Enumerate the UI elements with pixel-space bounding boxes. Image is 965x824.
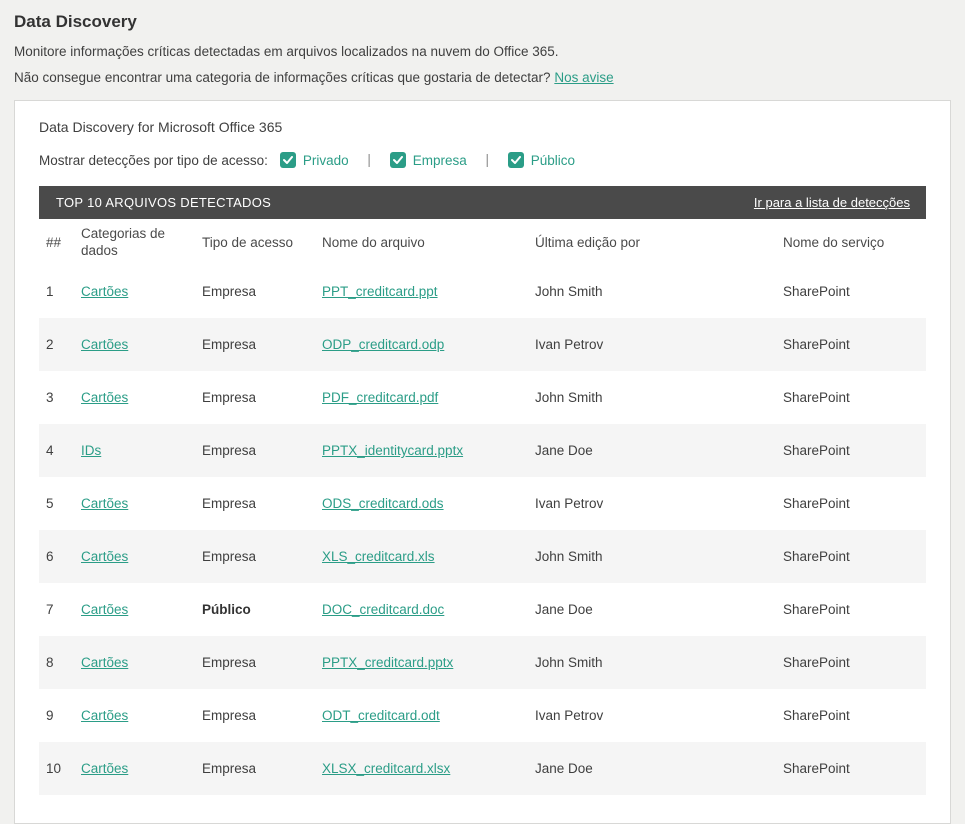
- access-type-value: Empresa: [202, 636, 322, 689]
- column-header-number: ##: [46, 234, 62, 250]
- access-type-value: Empresa: [202, 708, 257, 723]
- row-number: 5: [46, 496, 54, 511]
- edited-by-value: Jane Doe: [535, 742, 783, 795]
- column-header-file-name: Nome do arquivo: [322, 234, 425, 250]
- file-name-link[interactable]: PPTX_identitycard.pptx: [322, 443, 464, 458]
- edited-by-value: Ivan Petrov: [535, 496, 604, 511]
- access-filter-row: [39, 150, 926, 170]
- cta-question: Não consegue encontrar uma categoria de informações críticas que gostaria de detectar?: [14, 70, 551, 85]
- table-row: [39, 636, 926, 689]
- filter-option-label: Público: [530, 152, 576, 168]
- access-type-value: Empresa: [202, 742, 322, 795]
- file-name-link[interactable]: ODP_creditcard.odp: [322, 337, 445, 352]
- service-name-value: SharePoint: [783, 424, 926, 477]
- row-number: 1: [46, 284, 54, 299]
- service-name-value: SharePoint: [783, 636, 926, 689]
- table-row: [39, 371, 926, 424]
- file-name-link[interactable]: PPTX_creditcard.pptx: [322, 655, 454, 670]
- access-filter-checkbox[interactable]: [390, 152, 467, 168]
- panel-title: Data Discovery for Microsoft Office 365: [39, 119, 283, 135]
- service-name-value: SharePoint: [783, 530, 926, 583]
- access-type-value: Empresa: [202, 424, 322, 477]
- service-name-value: SharePoint: [783, 496, 850, 511]
- service-name-value: SharePoint: [783, 708, 850, 723]
- go-to-detections-link[interactable]: Ir para a lista de detecções: [753, 195, 910, 210]
- checkbox-checked-icon[interactable]: [390, 152, 406, 168]
- column-header-row: [39, 219, 926, 265]
- service-name-value: SharePoint: [783, 390, 850, 405]
- column-header-service-name: Nome do serviço: [783, 234, 885, 250]
- checkbox-checked-icon[interactable]: [508, 152, 524, 168]
- category-link[interactable]: Cartões: [81, 496, 129, 511]
- row-number: 2: [39, 318, 81, 371]
- table-header-bar: [39, 186, 926, 219]
- filter-separator: |: [367, 152, 371, 167]
- category-link[interactable]: Cartões: [81, 708, 129, 723]
- checkbox-checked-icon[interactable]: [280, 152, 296, 168]
- category-link[interactable]: Cartões: [81, 337, 129, 352]
- edited-by-value: Jane Doe: [535, 602, 593, 617]
- edited-by-value: John Smith: [535, 530, 783, 583]
- service-name-value: SharePoint: [783, 284, 850, 299]
- column-header-access-type: Tipo de acesso: [202, 234, 294, 250]
- access-type-value: Empresa: [202, 390, 257, 405]
- edited-by-value: John Smith: [535, 390, 603, 405]
- table-row: [39, 583, 926, 636]
- edited-by-value: Ivan Petrov: [535, 318, 783, 371]
- page-title: Data Discovery: [14, 12, 137, 31]
- file-name-link[interactable]: ODT_creditcard.odt: [322, 708, 440, 723]
- category-link[interactable]: Cartões: [81, 655, 129, 670]
- access-type-value: Empresa: [202, 496, 257, 511]
- detections-table: [39, 219, 926, 795]
- access-filters: [280, 152, 575, 168]
- row-number: 6: [39, 530, 81, 583]
- file-name-link[interactable]: XLS_creditcard.xls: [322, 549, 435, 564]
- row-number: 9: [46, 708, 54, 723]
- service-name-value: SharePoint: [783, 602, 850, 617]
- table-row: [39, 477, 926, 530]
- table-title: TOP 10 ARQUIVOS DETECTADOS: [56, 195, 272, 210]
- access-type-value: Empresa: [202, 530, 322, 583]
- file-name-link[interactable]: PPT_creditcard.ppt: [322, 284, 438, 299]
- notify-us-link[interactable]: Nos avise: [554, 70, 614, 85]
- table-row: [39, 265, 926, 318]
- access-type-value: Público: [202, 602, 251, 617]
- filter-separator: |: [485, 152, 490, 167]
- table-row: [39, 689, 926, 742]
- file-name-link[interactable]: PDF_creditcard.pdf: [322, 390, 439, 405]
- filter-option-label: Privado: [302, 152, 349, 168]
- table-row: [39, 318, 926, 371]
- file-name-link[interactable]: XLSX_creditcard.xlsx: [322, 761, 451, 776]
- column-header-last-edited-by: Última edição por: [535, 234, 641, 250]
- access-type-value: Empresa: [202, 318, 322, 371]
- category-link[interactable]: Cartões: [81, 390, 129, 405]
- category-link[interactable]: Cartões: [81, 284, 129, 299]
- row-number: 3: [46, 390, 54, 405]
- category-link[interactable]: Cartões: [81, 549, 129, 564]
- row-number: 8: [39, 636, 81, 689]
- edited-by-value: Jane Doe: [535, 424, 783, 477]
- column-header-categories: Categorias de dados: [81, 226, 166, 258]
- category-link[interactable]: Cartões: [81, 761, 129, 776]
- page-description: Monitore informações críticas detectadas em arquivos localizados na nuvem do Office 365.: [14, 44, 559, 59]
- cta-line: [14, 69, 951, 87]
- edited-by-value: Ivan Petrov: [535, 708, 604, 723]
- access-filter-checkbox[interactable]: [508, 152, 575, 168]
- row-number: 4: [39, 424, 81, 477]
- category-link[interactable]: IDs: [81, 443, 102, 458]
- file-name-link[interactable]: ODS_creditcard.ods: [322, 496, 444, 511]
- file-name-link[interactable]: DOC_creditcard.doc: [322, 602, 445, 617]
- access-filter-checkbox[interactable]: [280, 152, 349, 168]
- data-discovery-panel: [14, 100, 951, 824]
- category-link[interactable]: Cartões: [81, 602, 129, 617]
- table-row: [39, 742, 926, 795]
- access-type-value: Empresa: [202, 284, 257, 299]
- service-name-value: SharePoint: [783, 742, 926, 795]
- table-row: [39, 424, 926, 477]
- table-row: [39, 530, 926, 583]
- filter-label: Mostrar detecções por tipo de acesso:: [39, 152, 268, 168]
- edited-by-value: John Smith: [535, 284, 603, 299]
- filter-option-label: Empresa: [412, 152, 467, 168]
- edited-by-value: John Smith: [535, 636, 783, 689]
- service-name-value: SharePoint: [783, 318, 926, 371]
- row-number: 7: [46, 602, 54, 617]
- row-number: 10: [39, 742, 81, 795]
